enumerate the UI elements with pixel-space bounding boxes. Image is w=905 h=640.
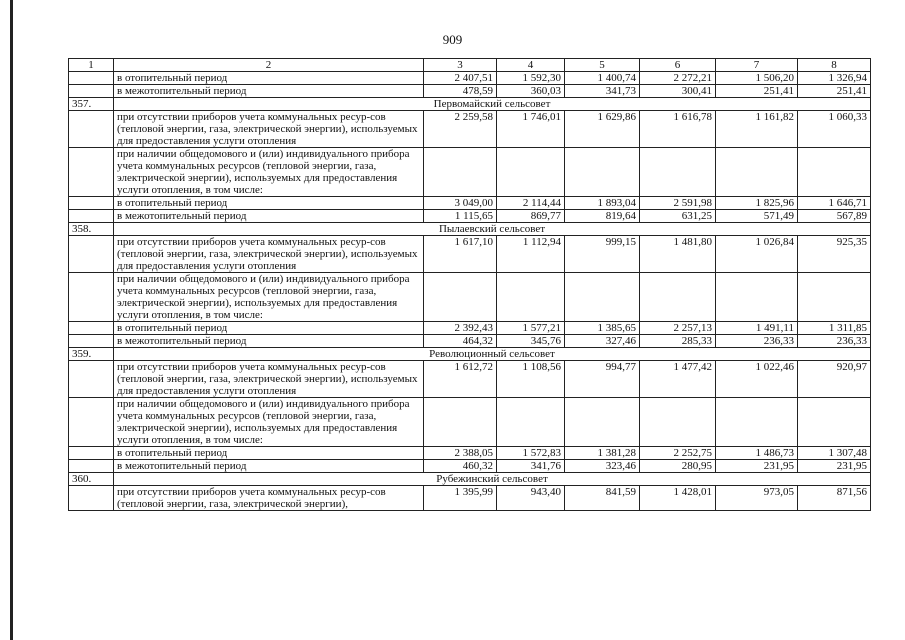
row-description: при наличии общедомового и (или) индивидуального прибора учета коммунальных ресурсов (тепловой энергии, газа, электрической энергии), используемых для предоставления услуги отопления, в том числе: <box>114 273 424 322</box>
value-cell: 231,95 <box>798 460 871 473</box>
table-row <box>69 210 871 223</box>
value-cell <box>716 148 798 197</box>
value-cell: 943,40 <box>497 486 565 511</box>
column-header: 7 <box>716 59 798 72</box>
table-row <box>69 335 871 348</box>
row-description: в отопительный период <box>114 447 424 460</box>
value-cell: 925,35 <box>798 236 871 273</box>
value-cell: 841,59 <box>565 486 640 511</box>
row-number-cell <box>69 111 114 148</box>
value-cell: 300,41 <box>640 85 716 98</box>
section-row <box>69 473 871 486</box>
row-number-cell <box>69 273 114 322</box>
table-row <box>69 486 871 511</box>
section-row <box>69 98 871 111</box>
value-cell: 871,56 <box>798 486 871 511</box>
value-cell <box>565 148 640 197</box>
value-cell <box>716 398 798 447</box>
header-row <box>69 59 871 72</box>
value-cell: 567,89 <box>798 210 871 223</box>
value-cell: 2 259,58 <box>424 111 497 148</box>
value-cell: 323,46 <box>565 460 640 473</box>
section-title: Пылаевский сельсовет <box>114 223 871 236</box>
column-header: 4 <box>497 59 565 72</box>
value-cell: 1 311,85 <box>798 322 871 335</box>
row-number-cell <box>69 322 114 335</box>
table-row <box>69 447 871 460</box>
value-cell: 1 491,11 <box>716 322 798 335</box>
value-cell: 869,77 <box>497 210 565 223</box>
value-cell: 360,03 <box>497 85 565 98</box>
row-number-cell <box>69 236 114 273</box>
value-cell: 1 108,56 <box>497 361 565 398</box>
value-cell: 1 060,33 <box>798 111 871 148</box>
row-description: в межотопительный период <box>114 210 424 223</box>
column-header: 8 <box>798 59 871 72</box>
value-cell: 631,25 <box>640 210 716 223</box>
value-cell: 464,32 <box>424 335 497 348</box>
table-row <box>69 361 871 398</box>
row-description: при отсутствии приборов учета коммунальных ресур-сов (тепловой энергии, газа, электрической энергии), используемых для предоставления услуги отопления <box>114 236 424 273</box>
value-cell: 2 114,44 <box>497 197 565 210</box>
table-row <box>69 111 871 148</box>
row-number: 357. <box>69 98 114 111</box>
tariff-table <box>68 58 871 511</box>
value-cell: 236,33 <box>716 335 798 348</box>
value-cell: 973,05 <box>716 486 798 511</box>
table-row <box>69 148 871 197</box>
page-number: 909 <box>442 32 463 47</box>
value-cell <box>798 273 871 322</box>
value-cell <box>798 398 871 447</box>
value-cell: 345,76 <box>497 335 565 348</box>
row-number-cell <box>69 486 114 511</box>
row-number: 360. <box>69 473 114 486</box>
value-cell: 1 572,83 <box>497 447 565 460</box>
value-cell: 3 049,00 <box>424 197 497 210</box>
value-cell: 571,49 <box>716 210 798 223</box>
value-cell: 1 477,42 <box>640 361 716 398</box>
value-cell <box>497 398 565 447</box>
value-cell <box>640 398 716 447</box>
row-number-cell <box>69 447 114 460</box>
row-description: в отопительный период <box>114 322 424 335</box>
value-cell: 1 629,86 <box>565 111 640 148</box>
scan-edge-bar <box>10 0 13 640</box>
value-cell: 1 617,10 <box>424 236 497 273</box>
row-number-cell <box>69 72 114 85</box>
value-cell: 2 272,21 <box>640 72 716 85</box>
row-number-cell <box>69 148 114 197</box>
table-row <box>69 72 871 85</box>
value-cell <box>640 148 716 197</box>
value-cell: 819,64 <box>565 210 640 223</box>
table-body <box>69 59 871 511</box>
value-cell <box>565 273 640 322</box>
row-description: в отопительный период <box>114 72 424 85</box>
row-number-cell <box>69 460 114 473</box>
value-cell: 1 161,82 <box>716 111 798 148</box>
value-cell: 478,59 <box>424 85 497 98</box>
value-cell: 1 400,74 <box>565 72 640 85</box>
column-header: 3 <box>424 59 497 72</box>
section-row <box>69 348 871 361</box>
value-cell: 1 395,99 <box>424 486 497 511</box>
value-cell: 1 746,01 <box>497 111 565 148</box>
row-number-cell <box>69 335 114 348</box>
table-row <box>69 236 871 273</box>
value-cell: 1 022,46 <box>716 361 798 398</box>
row-description: при отсутствии приборов учета коммунальных ресур-сов (тепловой энергии, газа, электрической энергии), <box>114 486 424 511</box>
column-header: 2 <box>114 59 424 72</box>
value-cell: 1 481,80 <box>640 236 716 273</box>
value-cell: 2 591,98 <box>640 197 716 210</box>
value-cell: 327,46 <box>565 335 640 348</box>
column-header: 5 <box>565 59 640 72</box>
value-cell: 1 506,20 <box>716 72 798 85</box>
value-cell: 1 825,96 <box>716 197 798 210</box>
row-description: в межотопительный период <box>114 85 424 98</box>
value-cell: 1 307,48 <box>798 447 871 460</box>
value-cell: 1 486,73 <box>716 447 798 460</box>
row-number-cell <box>69 210 114 223</box>
row-description: при наличии общедомового и (или) индивидуального прибора учета коммунальных ресурсов (тепловой энергии, газа, электрической энергии), используемых для предоставления услуги отопления, в том числе: <box>114 398 424 447</box>
value-cell <box>424 398 497 447</box>
section-title: Первомайский сельсовет <box>114 98 871 111</box>
section-row <box>69 223 871 236</box>
table-row <box>69 398 871 447</box>
row-number: 358. <box>69 223 114 236</box>
value-cell: 2 392,43 <box>424 322 497 335</box>
value-cell: 280,95 <box>640 460 716 473</box>
table-row <box>69 273 871 322</box>
value-cell <box>716 273 798 322</box>
row-description: при отсутствии приборов учета коммунальных ресур-сов (тепловой энергии, газа, электрической энергии), используемых для предоставления услуги отопления <box>114 361 424 398</box>
value-cell: 1 112,94 <box>497 236 565 273</box>
table-row <box>69 85 871 98</box>
value-cell: 1 616,78 <box>640 111 716 148</box>
row-number-cell <box>69 197 114 210</box>
value-cell: 1 385,65 <box>565 322 640 335</box>
row-number-cell <box>69 398 114 447</box>
value-cell <box>424 273 497 322</box>
value-cell: 1 592,30 <box>497 72 565 85</box>
value-cell: 1 612,72 <box>424 361 497 398</box>
section-title: Рубежинский сельсовет <box>114 473 871 486</box>
value-cell: 236,33 <box>798 335 871 348</box>
value-cell: 341,76 <box>497 460 565 473</box>
value-cell: 1 381,28 <box>565 447 640 460</box>
row-description: в межотопительный период <box>114 460 424 473</box>
value-cell: 999,15 <box>565 236 640 273</box>
value-cell: 2 388,05 <box>424 447 497 460</box>
value-cell: 251,41 <box>798 85 871 98</box>
value-cell: 231,95 <box>716 460 798 473</box>
value-cell: 460,32 <box>424 460 497 473</box>
value-cell: 1 115,65 <box>424 210 497 223</box>
value-cell <box>798 148 871 197</box>
row-description: при отсутствии приборов учета коммунальных ресур-сов (тепловой энергии, газа, электрической энергии), используемых для предоставления услуги отопления <box>114 111 424 148</box>
value-cell: 285,33 <box>640 335 716 348</box>
value-cell: 2 252,75 <box>640 447 716 460</box>
value-cell: 1 577,21 <box>497 322 565 335</box>
row-description: при наличии общедомового и (или) индивидуального прибора учета коммунальных ресурсов (тепловой энергии, газа, электрической энергии), используемых для предоставления услуги отопления, в том числе: <box>114 148 424 197</box>
value-cell: 341,73 <box>565 85 640 98</box>
table-row <box>69 322 871 335</box>
row-description: в отопительный период <box>114 197 424 210</box>
column-header: 6 <box>640 59 716 72</box>
value-cell <box>565 398 640 447</box>
value-cell <box>497 273 565 322</box>
value-cell: 2 407,51 <box>424 72 497 85</box>
value-cell <box>640 273 716 322</box>
value-cell: 994,77 <box>565 361 640 398</box>
value-cell <box>497 148 565 197</box>
column-header: 1 <box>69 59 114 72</box>
table-row <box>69 460 871 473</box>
value-cell: 251,41 <box>716 85 798 98</box>
row-number: 359. <box>69 348 114 361</box>
value-cell: 1 428,01 <box>640 486 716 511</box>
value-cell: 1 026,84 <box>716 236 798 273</box>
row-number-cell <box>69 85 114 98</box>
value-cell: 2 257,13 <box>640 322 716 335</box>
value-cell: 1 326,94 <box>798 72 871 85</box>
value-cell <box>424 148 497 197</box>
value-cell: 920,97 <box>798 361 871 398</box>
section-title: Революционный сельсовет <box>114 348 871 361</box>
table-row <box>69 197 871 210</box>
value-cell: 1 893,04 <box>565 197 640 210</box>
row-description: в межотопительный период <box>114 335 424 348</box>
row-number-cell <box>69 361 114 398</box>
value-cell: 1 646,71 <box>798 197 871 210</box>
